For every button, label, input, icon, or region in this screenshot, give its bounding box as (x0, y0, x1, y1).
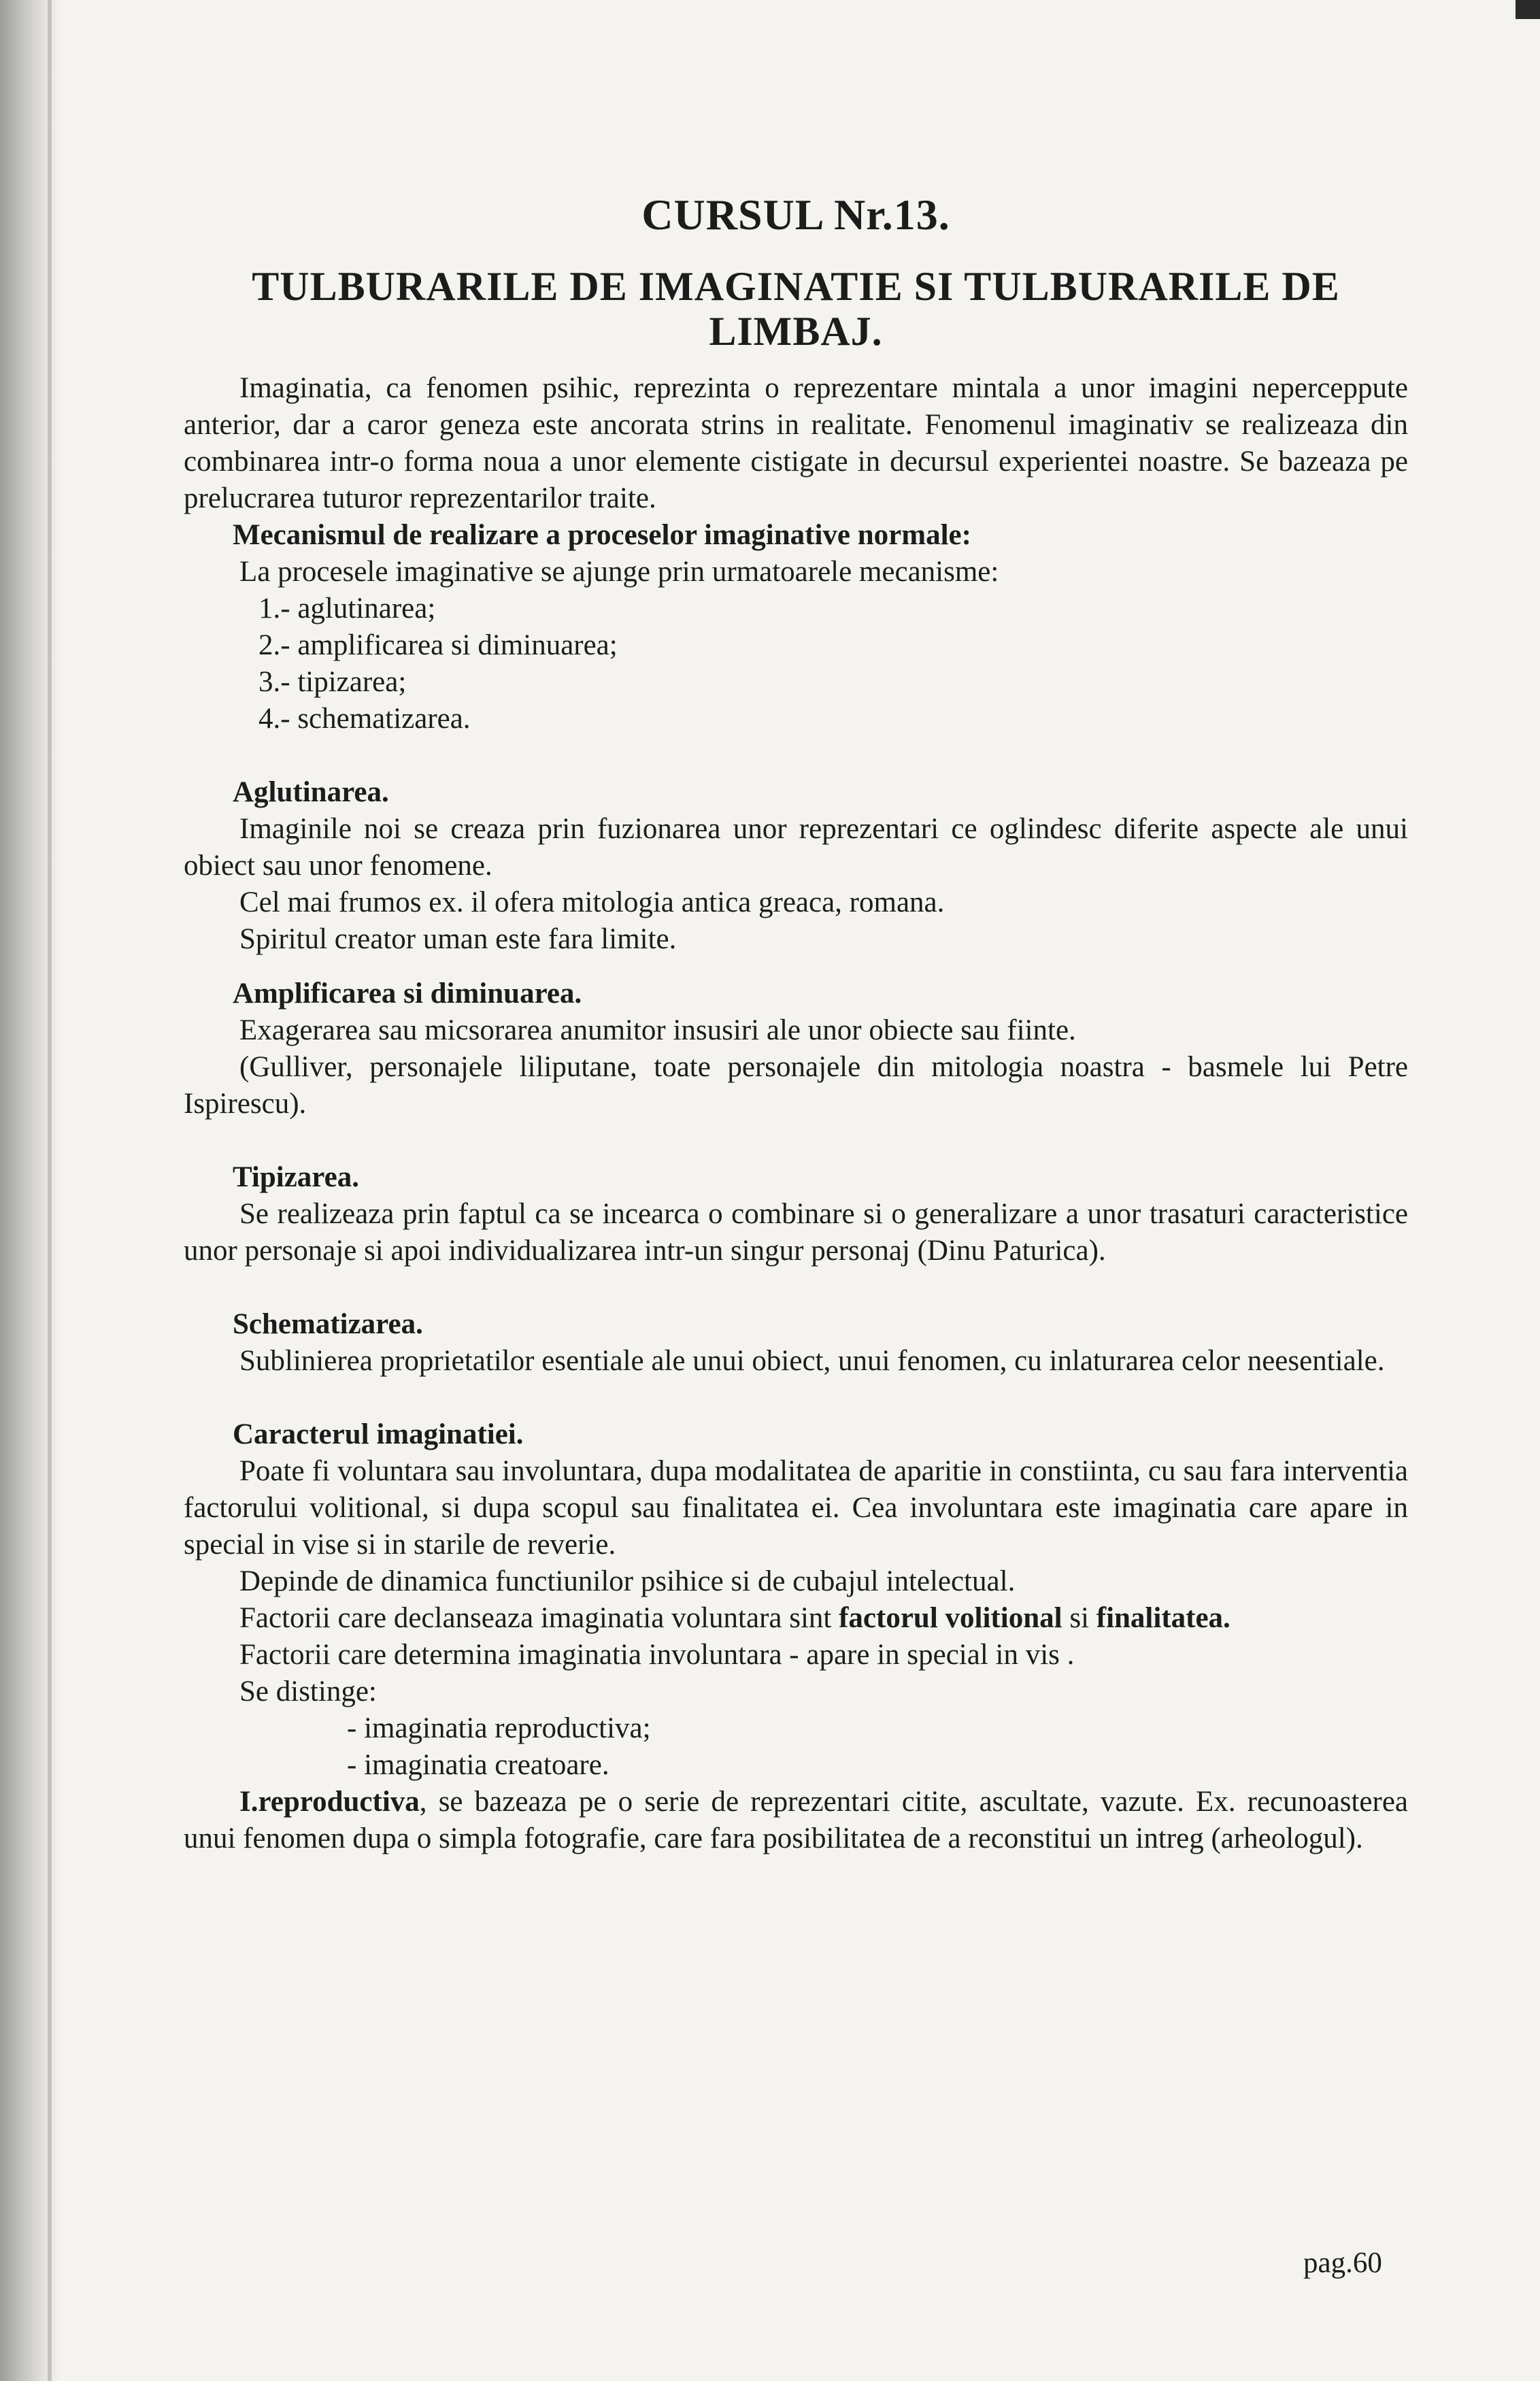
amplificarea-heading: Amplificarea si diminuarea. (233, 978, 582, 1010)
schematizarea-heading: Schematizarea. (233, 1308, 423, 1340)
aglutinarea-paragraph-3: Spiritul creator uman este fara limite. (239, 923, 677, 955)
factors-voluntary-text: Factorii care declanseaza imaginatia voluntara sint (239, 1602, 839, 1634)
tipizarea-paragraph: Se realizeaza prin faptul ca se incearca o combinare si o generalizare a unor trasaturi caracteristice unor personaje si apoi individualizarea intr-un singur personaj (Dinu Paturica). (184, 1198, 1408, 1267)
mechanisms-heading: Mecanismul de realizare a proceselor imaginative normale: (233, 519, 971, 551)
caracterul-paragraph-5: Se distinge: (239, 1676, 377, 1708)
aglutinarea-heading: Aglutinarea. (233, 776, 389, 808)
aglutinarea-paragraph-2: Cel mai frumos ex. il ofera mitologia antica greaca, romana. (239, 886, 945, 918)
reproductive-description: , se bazeaza pe o serie de reprezentari citite, ascultate, vazute. Ex. recunoasterea unui fenomen dupa o simpla fotografie, care fara posibilitatea de a reconstitui un intreg (arheologul). (184, 1786, 1408, 1854)
chapter-title: TULBURARILE DE IMAGINATIE SI TULBURARILE DE LIMBAJ. (252, 264, 1340, 354)
intro-paragraph: Imaginatia, ca fenomen psihic, reprezinta o reprezentare mintala a unor imagini neperceppute anterior, dar a caror geneza este ancorata strins in realitate. Fenomenul imaginativ se realizeaza din combinarea intr-o forma noua a unor elemente cistigate in decursul experientei noastre. Se bazeaza pe prelucrarea tuturor reprezentarilor traite. (184, 372, 1408, 514)
tipizarea-heading: Tipizarea. (233, 1161, 359, 1193)
caracterul-paragraph-4: Factorii care determina imaginatia involuntara - apare in special in vis . (239, 1639, 1075, 1671)
imagination-type-reproductive: - imaginatia reproductiva; (347, 1712, 651, 1744)
caracterul-paragraph-1: Poate fi voluntara sau involuntara, dupa modalitatea de aparitie in constiinta, cu sau fara interventia factorului volitional, si dupa scopul sau finalitatea ei. Cea involuntara este imaginatia care apare in special in vise si in starile de reverie. (184, 1455, 1408, 1561)
caracterul-paragraph-2: Depinde de dinamica functiunilor psihice si de cubajul intelectual. (239, 1565, 1016, 1597)
mechanism-item-3: 3.- tipizarea; (258, 666, 407, 698)
spine-line (48, 0, 52, 2381)
mechanisms-lead: La procesele imaginative se ajunge prin urmatoarele mecanisme: (239, 556, 999, 588)
caracterul-paragraph-6 (184, 1784, 1408, 1857)
book-binding-shadow (0, 0, 63, 2381)
mechanism-item-1: 1.- aglutinarea; (258, 593, 436, 625)
document-page (184, 190, 1408, 1857)
finalitatea-emphasis: finalitatea. (1096, 1602, 1231, 1634)
course-title: CURSUL Nr.13. (641, 190, 950, 239)
schematizarea-paragraph: Sublinierea proprietatilor esentiale ale unui obiect, unui fenomen, cu inlaturarea celor neesentiale. (239, 1345, 1385, 1377)
factor-volitional-emphasis: factorul volitional (839, 1602, 1062, 1634)
caracterul-paragraph-3 (184, 1600, 1408, 1637)
aglutinarea-paragraph-1: Imaginile noi se creaza prin fuzionarea unor reprezentari ce oglindesc diferite aspecte ale unui obiect sau unor fenomene. (184, 813, 1408, 882)
reproductive-term: I.reproductiva (239, 1786, 420, 1818)
amplificarea-paragraph-2: (Gulliver, personajele liliputane, toate personajele din mitologia noastra - basmele lui Petre Ispirescu). (184, 1051, 1408, 1120)
scan-corner (1516, 0, 1540, 19)
mechanism-item-4: 4.- schematizarea. (258, 703, 471, 735)
page-number: pag.60 (1303, 2247, 1382, 2279)
imagination-type-creative: - imaginatia creatoare. (347, 1749, 609, 1781)
factors-connector-text: si (1062, 1602, 1097, 1634)
caracterul-heading: Caracterul imaginatiei. (233, 1418, 524, 1450)
mechanism-item-2: 2.- amplificarea si diminuarea; (258, 629, 618, 661)
amplificarea-paragraph-1: Exagerarea sau micsorarea anumitor insusiri ale unor obiecte sau fiinte. (239, 1014, 1076, 1046)
